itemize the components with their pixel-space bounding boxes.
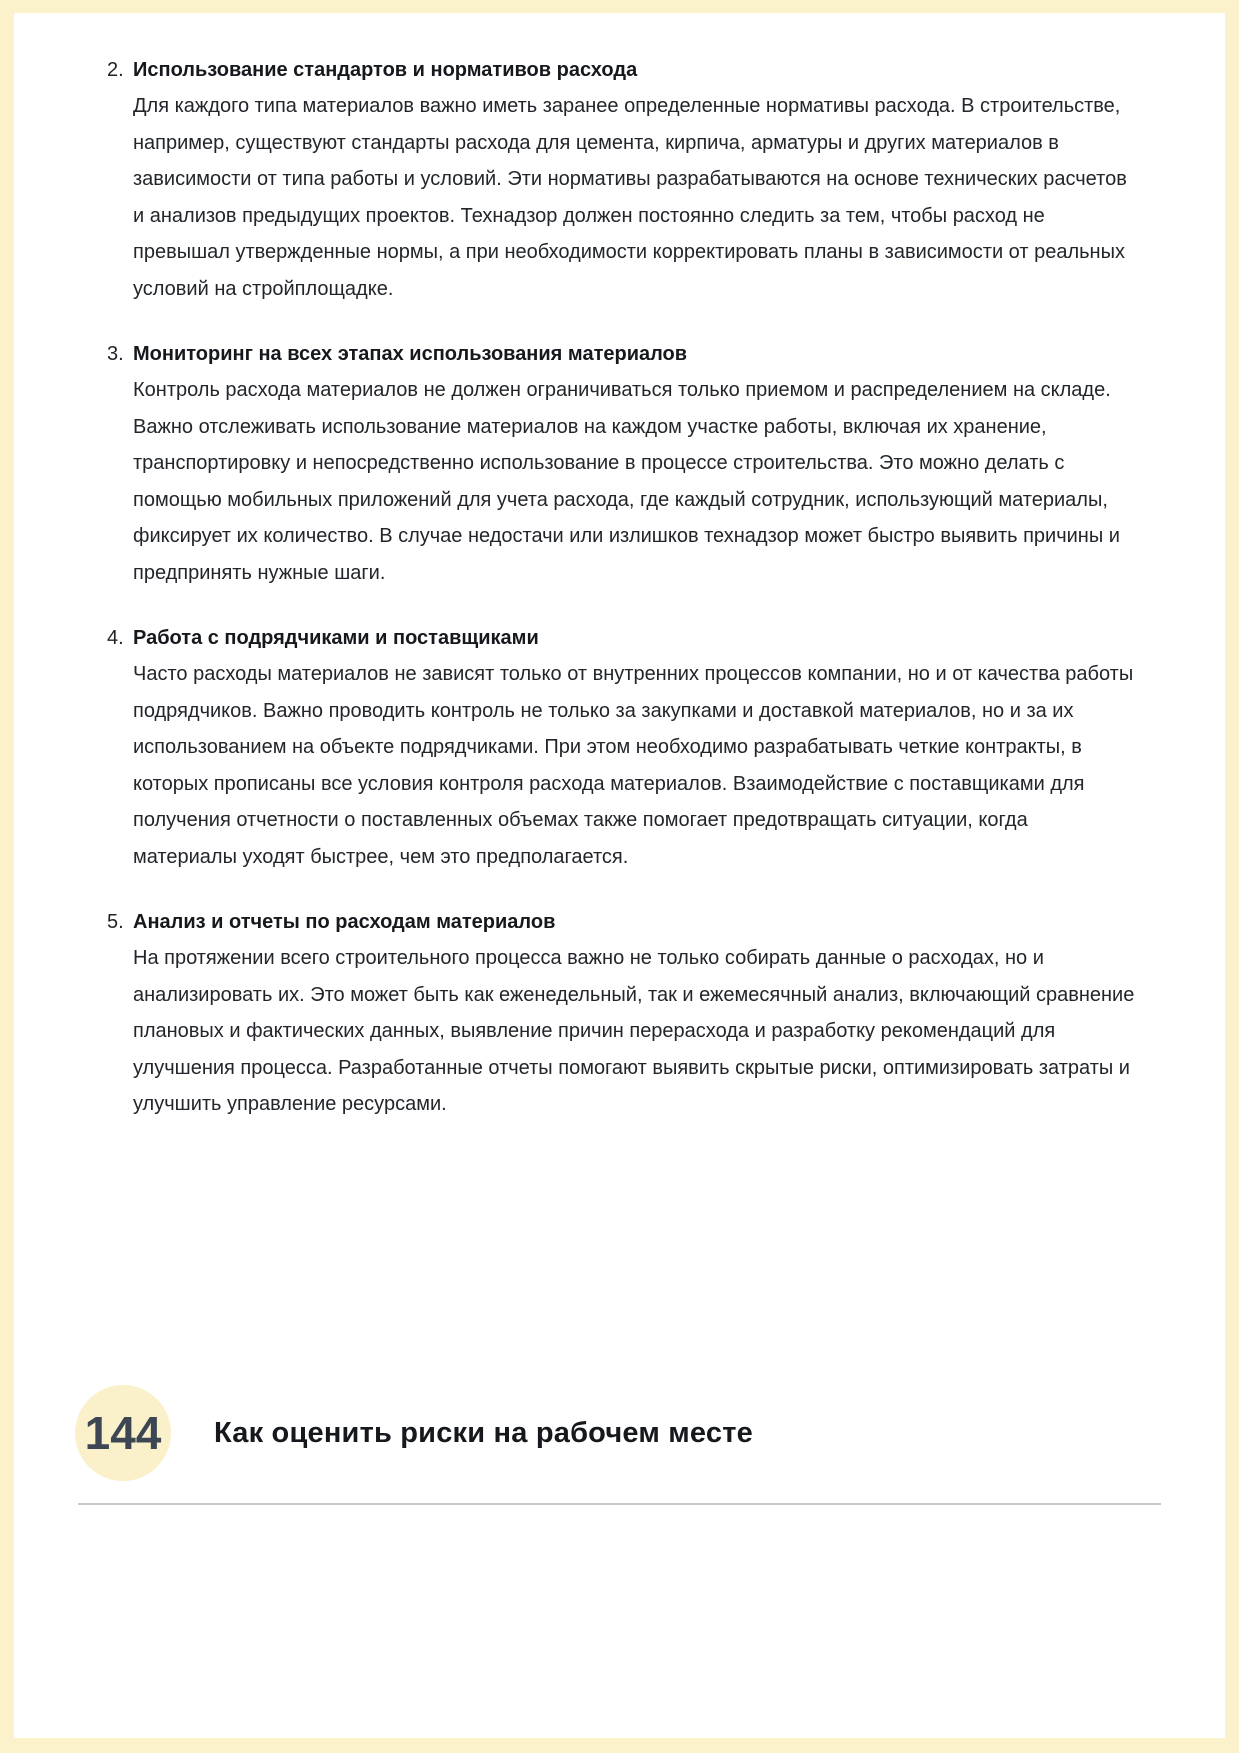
- list-item: [107, 620, 1139, 875]
- item-title: Анализ и отчеты по расходам материалов: [133, 911, 556, 933]
- item-body: [133, 52, 1137, 307]
- item-title: Мониторинг на всех этапах использования материалов: [133, 343, 688, 365]
- item-title: Работа с подрядчиками и поставщиками: [133, 627, 539, 649]
- list-item: [107, 336, 1139, 591]
- page-border-right: [1225, 0, 1239, 1753]
- item-body: [133, 620, 1137, 875]
- item-number: 2.: [107, 59, 124, 81]
- item-number: 5.: [107, 911, 124, 933]
- list-item: [107, 52, 1139, 307]
- item-number: 3.: [107, 343, 124, 365]
- item-number: 4.: [107, 627, 124, 649]
- footer-divider: [78, 1503, 1161, 1505]
- list-item: [107, 904, 1139, 1123]
- page-content: [107, 52, 1139, 1152]
- page-border-top: [0, 0, 1239, 13]
- item-body: [133, 336, 1137, 591]
- page-footer: [75, 1385, 1161, 1505]
- item-text: На протяжении всего строительного процесса важно не только собирать данные о расходах, но и анализировать их. Это может быть как еженедельный, так и ежемесячный анализ, включающий сравнение плановых и фактических данных, выявление причин перерасхода и разработку рекомендаций для улучшения процесса. Разработанные отчеты помогают выявить скрытые риски, оптимизировать затраты и улучшить управление ресурсами.: [133, 947, 1135, 1115]
- item-text: Контроль расхода материалов не должен ограничиваться только приемом и распределением на складе. Важно отслеживать использование материалов на каждом участке работы, включая их хранение, транспортировку и непосредственно использование в процессе строительства. Это можно делать с помощью мобильных приложений для учета расхода, где каждый сотрудник, использующий материалы, фиксирует их количество. В случае недостачи или излишков технадзор может быстро выявить причины и предпринять нужные шаги.: [133, 379, 1120, 584]
- item-body: [133, 904, 1137, 1123]
- item-text: Часто расходы материалов не зависят только от внутренних процессов компании, но и от качества работы подрядчиков. Важно проводить контроль не только за закупками и доставкой материалов, но и за их использованием на объекте подрядчиками. При этом необходимо разрабатывать четкие контракты, в которых прописаны все условия контроля расхода материалов. Взаимодействие с поставщиками для получения отчетности о поставленных объемах также помогает предотвращать ситуации, когда материалы уходят быстрее, чем это предполагается.: [133, 663, 1134, 868]
- page-number: 144: [84, 1407, 162, 1459]
- chapter-title: Как оценить риски на рабочем месте: [214, 1416, 753, 1449]
- footer-row: [75, 1385, 1161, 1481]
- page-number-wrap: [75, 1385, 171, 1481]
- page-border-bottom: [0, 1738, 1239, 1753]
- item-title: Использование стандартов и нормативов расхода: [133, 59, 638, 81]
- item-text: Для каждого типа материалов важно иметь заранее определенные нормативы расхода. В строительстве, например, существуют стандарты расхода для цемента, кирпича, арматуры и других материалов в зависимости от типа работы и условий. Эти нормативы разрабатываются на основе технических расчетов и анализов предыдущих проектов. Технадзор должен постоянно следить за тем, чтобы расход не превышал утвержденные нормы, а при необходимости корректировать планы в зависимости от реальных условий на стройплощадке.: [133, 95, 1127, 300]
- page-border-left: [0, 0, 14, 1753]
